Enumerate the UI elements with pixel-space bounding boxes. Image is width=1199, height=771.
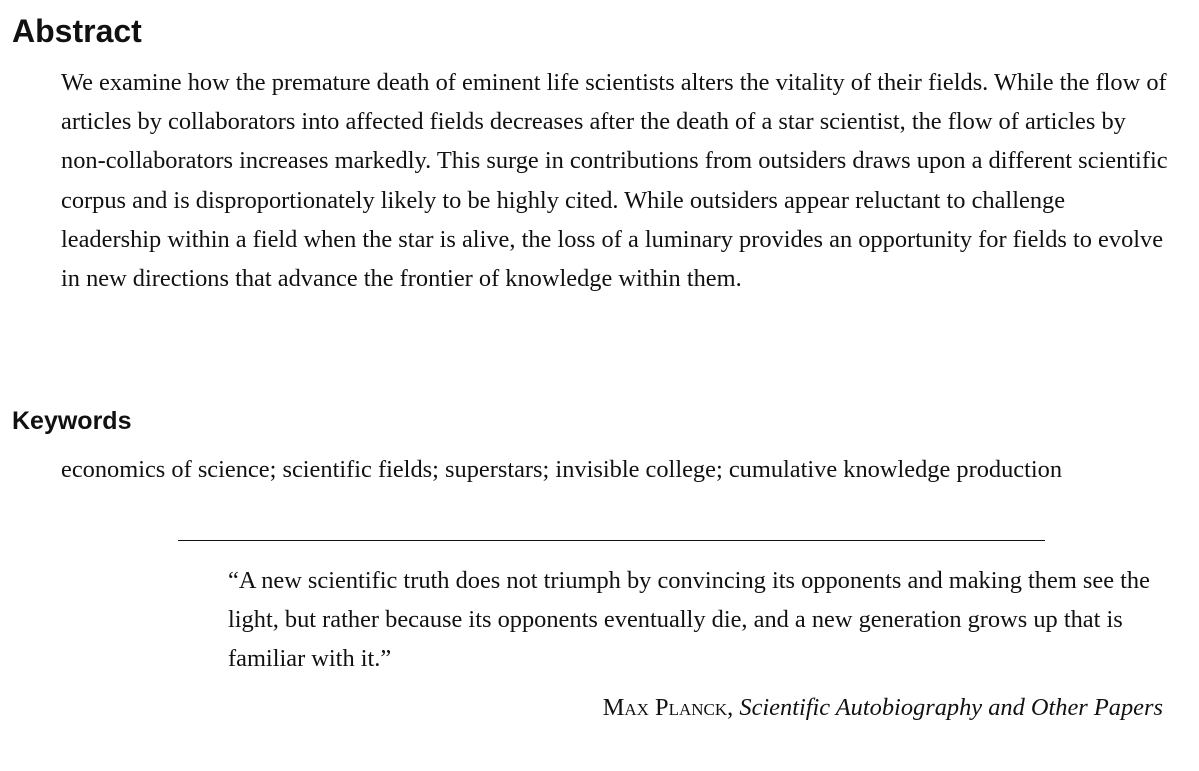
epigraph-divider	[178, 540, 1045, 541]
abstract-heading: Abstract	[12, 13, 142, 49]
epigraph-quote: “A new scientific truth does not triumph by convincing its opponents and making them see the light, but rather because its opponents eventually die, and a new generation grows up that is familiar with it.”	[228, 567, 1150, 673]
epigraph-work-title: Scientific Autobiography and Other Papers	[739, 694, 1163, 721]
abstract-text: We examine how the premature death of eminent life scientists alters the vitality of their fields. While the flow of articles by collaborators into affected fields decreases after the death of a star scientist, the flow of articles by non-collaborators increases markedly. This surge in contributions from outsiders draws upon a different scientific corpus and is disproportionately likely to be highly cited. While outsiders appear reluctant to challenge leadership within a field when the star is alive, the loss of a luminary provides an opportunity for fields to evolve in new directions that advance the frontier of knowledge within them.	[61, 69, 1168, 293]
keywords-text: economics of science; scientific fields; superstars; invisible college; cumulative knowledge production	[61, 456, 1063, 483]
epigraph-author: Max Planck	[602, 694, 728, 721]
keywords-heading: Keywords	[12, 407, 132, 435]
epigraph-attribution	[563, 688, 1163, 727]
epigraph-separator: ,	[727, 694, 740, 721]
